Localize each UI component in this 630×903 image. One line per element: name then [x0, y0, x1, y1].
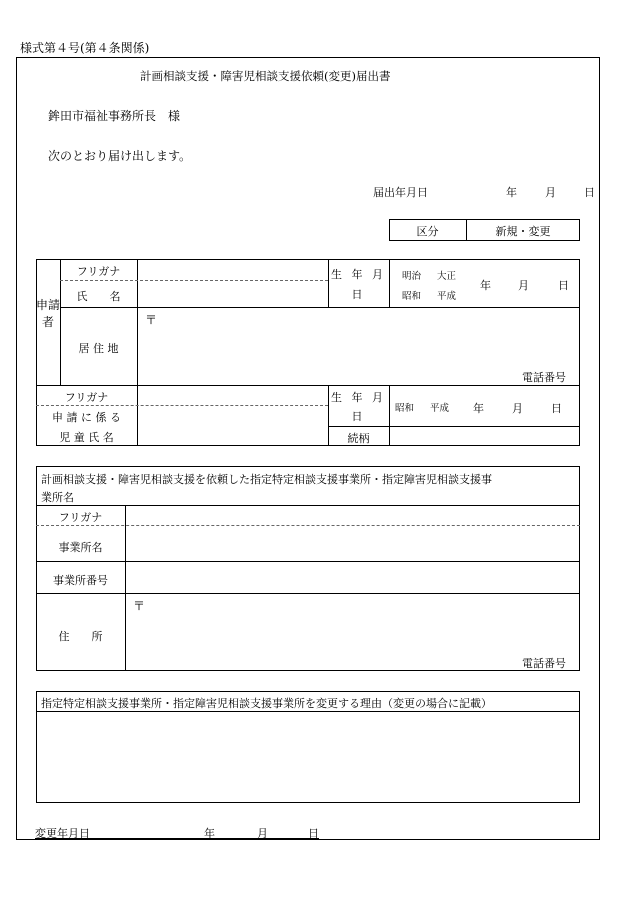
applicant-birth-year: 年: [480, 279, 491, 292]
child-era-showa: 昭和: [395, 403, 415, 414]
child-birth-month: 月: [512, 402, 523, 415]
office-header-line1: 計画相談支援・障害児相談支援を依頼した指定特定相談支援事業所・指定障害児相談支援事: [41, 473, 492, 486]
office-header-line2: 業所名: [41, 491, 74, 504]
applicant-furigana-field[interactable]: [137, 263, 328, 279]
applicant-birth-day: 日: [558, 279, 569, 292]
child-name-label-line1: 申 請 に 係 る: [52, 411, 121, 424]
era-taisho: 大正: [437, 271, 457, 282]
child-name-label-line2: 児 童 氏 名: [59, 431, 114, 444]
office-postal-mark: 〒: [133, 599, 146, 613]
office-number-label: 事業所番号: [53, 574, 108, 587]
applicant-phone-label: 電話番号: [522, 371, 566, 384]
form-number: 様式第４号(第４条関係): [20, 41, 150, 55]
applicant-address-label: 居 住 地: [78, 342, 119, 355]
applicant-section-label: 申請者: [36, 298, 61, 329]
office-furigana-field[interactable]: [126, 507, 578, 524]
reason-field[interactable]: [38, 714, 578, 801]
addressee: 鉾田市福祉事務所長 様: [48, 109, 181, 123]
applicant-name-label: 氏 名: [76, 290, 121, 303]
era-meiji: 明治: [402, 271, 422, 282]
change-month-label: 月: [257, 827, 268, 840]
category-label: 区分: [416, 225, 439, 238]
applicant-name-field[interactable]: [137, 283, 328, 305]
reason-header: 指定特定相談支援事業所・指定障害児相談支援事業所を変更する理由（変更の場合に記載）: [41, 697, 492, 710]
era-heisei: 平成: [437, 291, 457, 302]
category-value[interactable]: 新規・変更: [495, 225, 551, 238]
child-furigana-label: フリガナ: [64, 391, 109, 404]
change-year-label: 年: [204, 827, 215, 840]
form-title: 計画相談支援・障害児相談支援依頼(変更)届出書: [140, 69, 391, 83]
office-address-label: 住 所: [58, 630, 103, 643]
child-birth-year: 年: [473, 402, 484, 415]
applicant-birth-label: 生 年 月 日: [331, 268, 386, 301]
office-name-field[interactable]: [126, 527, 578, 560]
office-name-label: 事業所名: [58, 541, 103, 554]
intro-text: 次のとおり届け出します。: [48, 149, 192, 163]
office-phone-label: 電話番号: [522, 657, 566, 670]
applicant-furigana-label: フリガナ: [76, 265, 121, 278]
child-relationship-field[interactable]: [389, 428, 579, 445]
child-birth-day: 日: [551, 402, 562, 415]
applicant-birth-month: 月: [518, 279, 529, 292]
office-furigana-label: フリガナ: [58, 511, 103, 524]
notification-year-label: 年: [506, 186, 517, 199]
applicant-postal-mark: 〒: [145, 313, 158, 327]
notification-day-label: 日: [584, 186, 595, 199]
child-relationship-label: 続柄: [347, 432, 370, 445]
office-number-field[interactable]: [126, 563, 578, 592]
child-name-field[interactable]: [137, 407, 328, 445]
change-day-label: 日: [308, 827, 319, 840]
notification-date-label: 届出年月日: [373, 186, 428, 199]
child-birth-label: 生 年 月 日: [331, 391, 386, 423]
change-date-label: 変更年月日: [35, 827, 90, 840]
child-era-heisei: 平成: [430, 403, 450, 414]
child-furigana-field[interactable]: [137, 387, 328, 404]
notification-month-label: 月: [545, 186, 556, 199]
era-showa: 昭和: [402, 291, 422, 302]
